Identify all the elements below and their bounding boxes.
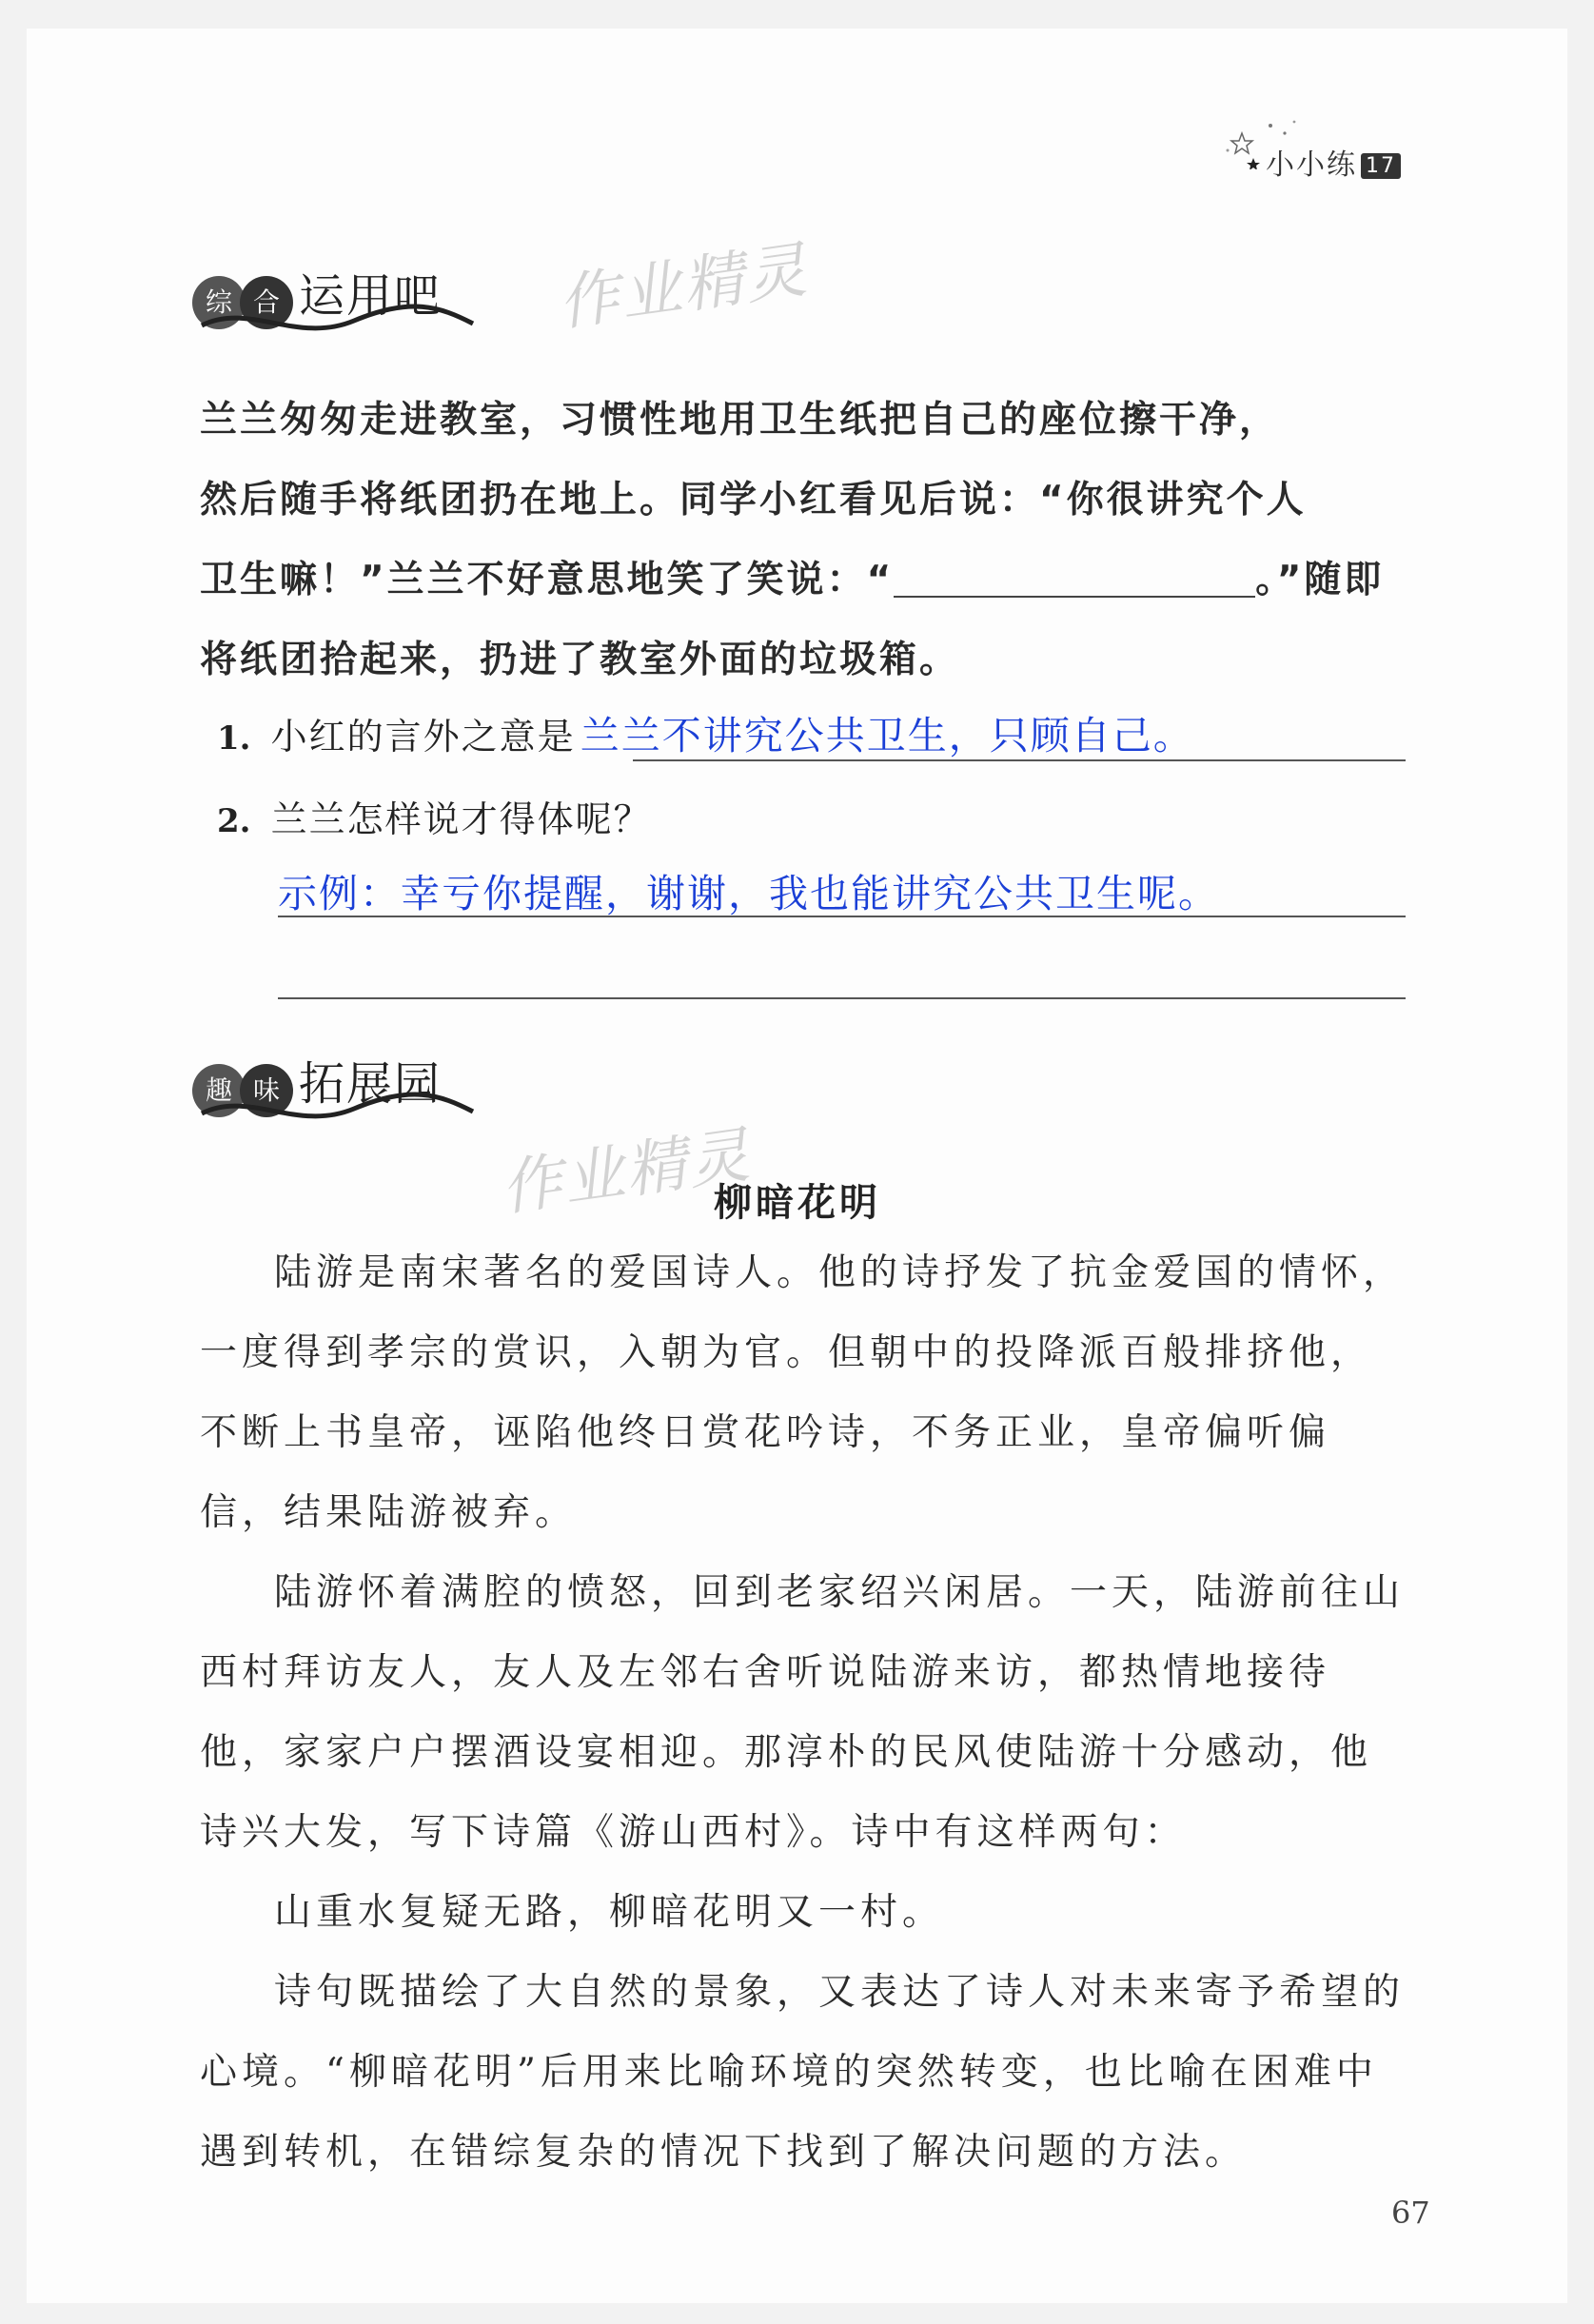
badge-char: 趣 [192,1064,246,1117]
badge-char: 味 [240,1064,293,1117]
answer-text[interactable]: 兰兰不讲究公共卫生，只顾自己。 [580,713,1194,758]
answer-line [633,759,1406,761]
passage-line: 然后随手将纸团扔在地上。同学小红看见后说：“你很讲究个人 [200,479,1307,522]
question-number: 1. [217,719,251,758]
section-banner-extension [192,1047,478,1132]
story-paragraph: 山重水复疑无路，柳暗花明又一村。 [274,1891,945,1934]
section-title: 运用吧 [299,269,443,323]
section-title: 拓展园 [299,1057,443,1111]
story-body [200,1233,1408,2193]
question-text: 小红的言外之意是 [270,716,576,758]
answer-blank[interactable] [894,558,1255,598]
passage-text: 。”随即 [1255,559,1385,601]
watermark: 作业精灵 [553,234,813,340]
question-1 [217,704,1194,760]
wave-decoration-icon [192,1085,478,1132]
passage-line: 兰兰匆匆走进教室，习惯性地用卫生纸把自己的座位擦干净， [200,399,1280,442]
passage-line-2 [200,461,1437,541]
answer-line [278,997,1406,999]
lesson-header [1266,141,1401,183]
badge-char: 综 [192,276,246,329]
header-label: 小小练 [1266,148,1357,182]
story-paragraph: 诗句既描绘了大自然的景象，又表达了诗人对未来寄予希望的心境。“柳暗花明”后用来比喻环境的突然转变，也比喻在困难中遇到转机，在错综复杂的情况下找到了解决问题的方法。 [200,1971,1406,2174]
passage-text: 卫生嘛！”兰兰不好意思地笑了笑说：“ [200,559,895,601]
wave-decoration-icon [192,297,478,345]
question-2 [217,790,652,842]
watermark: 作业精灵 [496,1119,756,1225]
badge-char: 合 [240,276,293,329]
section-banner-practice [192,259,478,345]
story-paragraph: 陆游怀着满腔的愤怒，回到老家绍兴闲居。一天，陆游前往山西村拜访友人，友人及左邻右舍听说陆游来访，都热情地接待他，家家户户摆酒设宴相迎。那淳朴的民风使陆游十分感动，他诗兴大发，写下诗篇《游山西村》。诗中有这样两句： [200,1571,1406,1854]
passage-line-3 [200,541,1437,620]
passage [200,381,1399,461]
story-title: 柳暗花明 [714,1181,881,1225]
passage-line-4 [200,620,959,700]
question-text: 兰兰怎样说才得体呢？ [270,798,652,840]
answer-line [278,916,1406,917]
page-number: 67 [1391,2195,1430,2231]
lesson-number-badge: 17 [1361,153,1401,179]
passage-text: 将纸团拾起来，扔进了教室外面的垃圾箱。 [200,639,960,681]
story-paragraph: 陆游是南宋著名的爱国诗人。他的诗抒发了抗金爱国的情怀，一度得到孝宗的赏识，入朝为官。但朝中的投降派百般排挤他，不断上书皇帝，诬陷他终日赏花吟诗，不务正业，皇帝偏听偏信，结果陆游被弃。 [200,1251,1406,1534]
question-number: 2. [217,802,251,840]
answer-text[interactable]: 示例：幸亏你提醒，谢谢，我也能讲究公共卫生呢。 [278,871,1219,916]
